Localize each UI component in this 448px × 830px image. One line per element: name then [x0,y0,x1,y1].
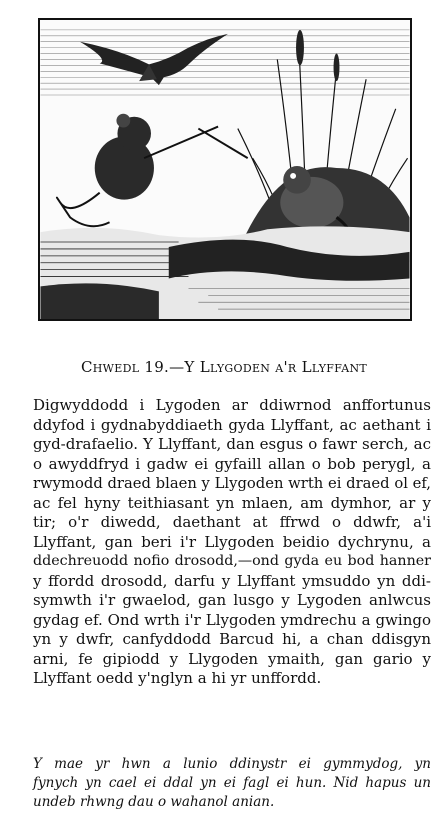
body-line: Digwyddodd i Lygoden ar ddiwrnod anffortunus [33,396,431,414]
fable-title: Chwedl 19.—Y Llygoden a'r Llyffant [80,358,368,376]
body-line: y ffordd drosodd, darfu y Llyffant ymsuddo yn ddi- [33,571,431,590]
fable-body [33,396,431,689]
sky-hatching [40,30,409,95]
body-line: ddyfod i gydnabyddiaeth gyda Llyffant, ac aethant i [33,415,431,434]
body-line: symwth i'r gwaelod, gan lusgo y Lygoden anlwcus [33,591,431,609]
fable-illustration [38,18,412,321]
reed-spear [144,127,218,159]
body-line: ac fel hyny teithiasant yn mlaen, am dymhor, ar y [33,493,431,512]
foreground-plants [40,283,158,319]
body-line: o awyddfryd i gadw ei gyfaill allan o bob perygl, a [33,454,431,473]
body-line: tir; o'r diwedd, daethant at ffrwd o ddwfr, a'i [33,513,431,531]
fable-moral [33,755,431,812]
body-line: rwymodd draed blaen y Llygoden wrth ei draed ol ef, [33,475,431,492]
mouse [57,114,154,226]
cattail-head [334,54,340,82]
body-line: arni, fe gipiodd y Llygoden ymaith, gan gario y [33,649,431,668]
body-line: ddechreuodd nofio drosodd,—ond gyda eu bod hanner [33,553,431,569]
moral-line: fynych yn cael ei ddal yn ei fagl ei hun. Nid hapus un [33,775,431,791]
body-line: gyd-drafaelio. Y Llyffant, dan esgus o fawr serch, ac [33,435,431,453]
moral-line: Y mae yr hwn a lunio ddinystr ei gymmydog, yn [33,756,431,772]
cattail-head [296,30,304,66]
body-line: gydag ef. Ond wrth i'r Llygoden ymdrechu a gwingo [33,610,431,629]
moral-line: undeb rhwng dau o wahanol anian. [33,794,275,810]
body-line: Llyffant, gan beri i'r Llygoden beidio dychrynu, a [33,532,431,551]
body-line: yn y dwfr, canfyddodd Barcud hi, a chan ddisgyn [33,630,431,648]
body-line: Llyffant oedd y'nglyn a hi yr unffordd. [33,669,322,687]
